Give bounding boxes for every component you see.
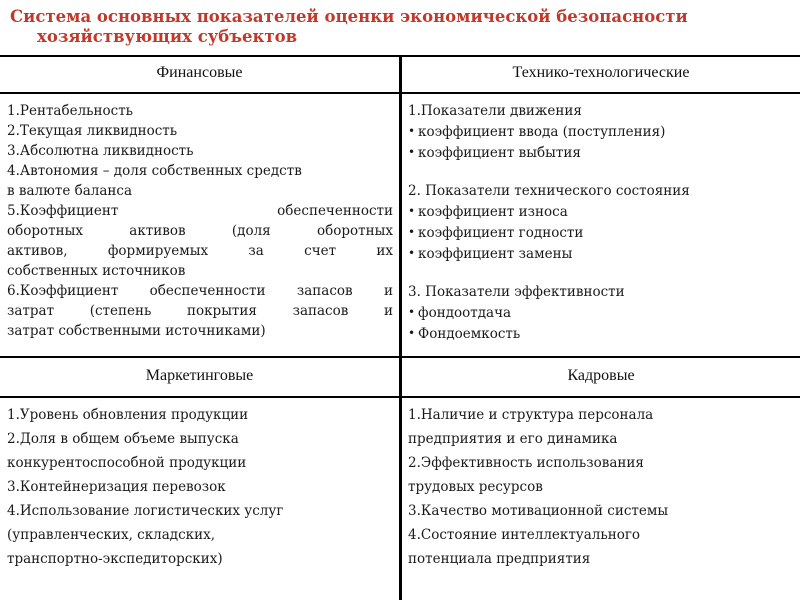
financial-item-5-line-1: 5.Коэффициент обеспеченности — [7, 203, 393, 219]
marketing-item-4-line-1: 4.Использование логистических услуг — [7, 503, 284, 519]
bullet-icon: • — [408, 246, 416, 260]
technical-group-3-item-1: • фондоотдача — [408, 302, 794, 323]
bullet-icon: • — [408, 225, 416, 239]
marketing-item-2-line-2: конкурентоспособной продукции — [7, 455, 247, 471]
technical-group-2-title: 2. Показатели технического состояния — [408, 183, 690, 199]
page-title — [10, 7, 795, 47]
column-divider-rule — [399, 55, 402, 600]
technical-group-1-item-1: • коэффициент ввода (поступления) — [408, 121, 794, 142]
financial-indicators — [7, 101, 393, 341]
personnel-indicators — [408, 403, 794, 571]
financial-item-4-line-1: 4.Автономия – доля собственных средств — [7, 163, 302, 179]
personnel-item-2-line-1: 2.Эффективность использования — [408, 455, 644, 471]
marketing-item-4-line-2: (управленческих, складских, — [7, 527, 216, 543]
marketing-item-3: 3.Контейнеризация перевозок — [7, 479, 226, 495]
financial-item-6-line-2: затрат (степень покрытия запасов и — [7, 303, 393, 319]
technical-group-2-item-1: • коэффициент износа — [408, 201, 794, 222]
title-line-1: Система основных показателей оценки экономической безопасности — [10, 7, 688, 26]
financial-item-5-line-3: активов, формируемых за счет их — [7, 243, 393, 259]
marketing-item-4-line-3: транспортно-экспедиторских) — [7, 551, 223, 567]
financial-item-6-line-3: затрат собственными источниками) — [7, 323, 266, 339]
personnel-item-2-line-2: трудовых ресурсов — [408, 479, 543, 495]
technical-group-2-item-3: • коэффициент замены — [408, 243, 794, 264]
financial-item-3: 3.Абсолютна ликвидность — [7, 143, 194, 159]
technical-indicators — [408, 101, 794, 344]
financial-item-5-line-2: оборотных активов (доля оборотных — [7, 223, 393, 239]
technical-group-1-title: 1.Показатели движения — [408, 103, 582, 119]
title-line-2: хозяйствующих субъектов — [37, 27, 298, 46]
financial-item-5-line-4: собственных источников — [7, 263, 186, 279]
bullet-icon: • — [408, 204, 416, 218]
personnel-item-1-line-2: предприятия и его динамика — [408, 431, 618, 447]
marketing-item-2-line-1: 2.Доля в общем объеме выпуска — [7, 431, 239, 447]
technical-group-3-item-2: • Фондоемкость — [408, 323, 794, 344]
marketing-indicators — [7, 403, 393, 571]
personnel-item-4-line-2: потенциала предприятия — [408, 551, 591, 567]
bullet-icon: • — [408, 326, 416, 340]
header-financial: Финансовые — [156, 64, 243, 81]
financial-item-2: 2.Текущая ликвидность — [7, 123, 178, 139]
technical-group-3-title: 3. Показатели эффективности — [408, 284, 625, 300]
header-technical: Технико-технологические — [512, 64, 690, 81]
technical-group-1-item-2: • коэффициент выбытия — [408, 142, 794, 163]
header-marketing: Маркетинговые — [145, 367, 254, 384]
marketing-item-1: 1.Уровень обновления продукции — [7, 407, 249, 423]
header-personnel: Кадровые — [567, 367, 635, 384]
bullet-icon: • — [408, 305, 416, 319]
personnel-item-1-line-1: 1.Наличие и структура персонала — [408, 407, 654, 423]
personnel-item-4-line-1: 4.Состояние интеллектуального — [408, 527, 641, 543]
financial-item-6-line-1: 6.Коэффициент обеспеченности запасов и — [7, 283, 393, 299]
bullet-icon: • — [408, 124, 416, 138]
financial-item-1: 1.Рентабельность — [7, 103, 134, 119]
technical-group-2-item-2: • коэффициент годности — [408, 222, 794, 243]
personnel-item-3: 3.Качество мотивационной системы — [408, 503, 669, 519]
financial-item-4-line-2: в валюте баланса — [7, 183, 133, 199]
bullet-icon: • — [408, 145, 416, 159]
